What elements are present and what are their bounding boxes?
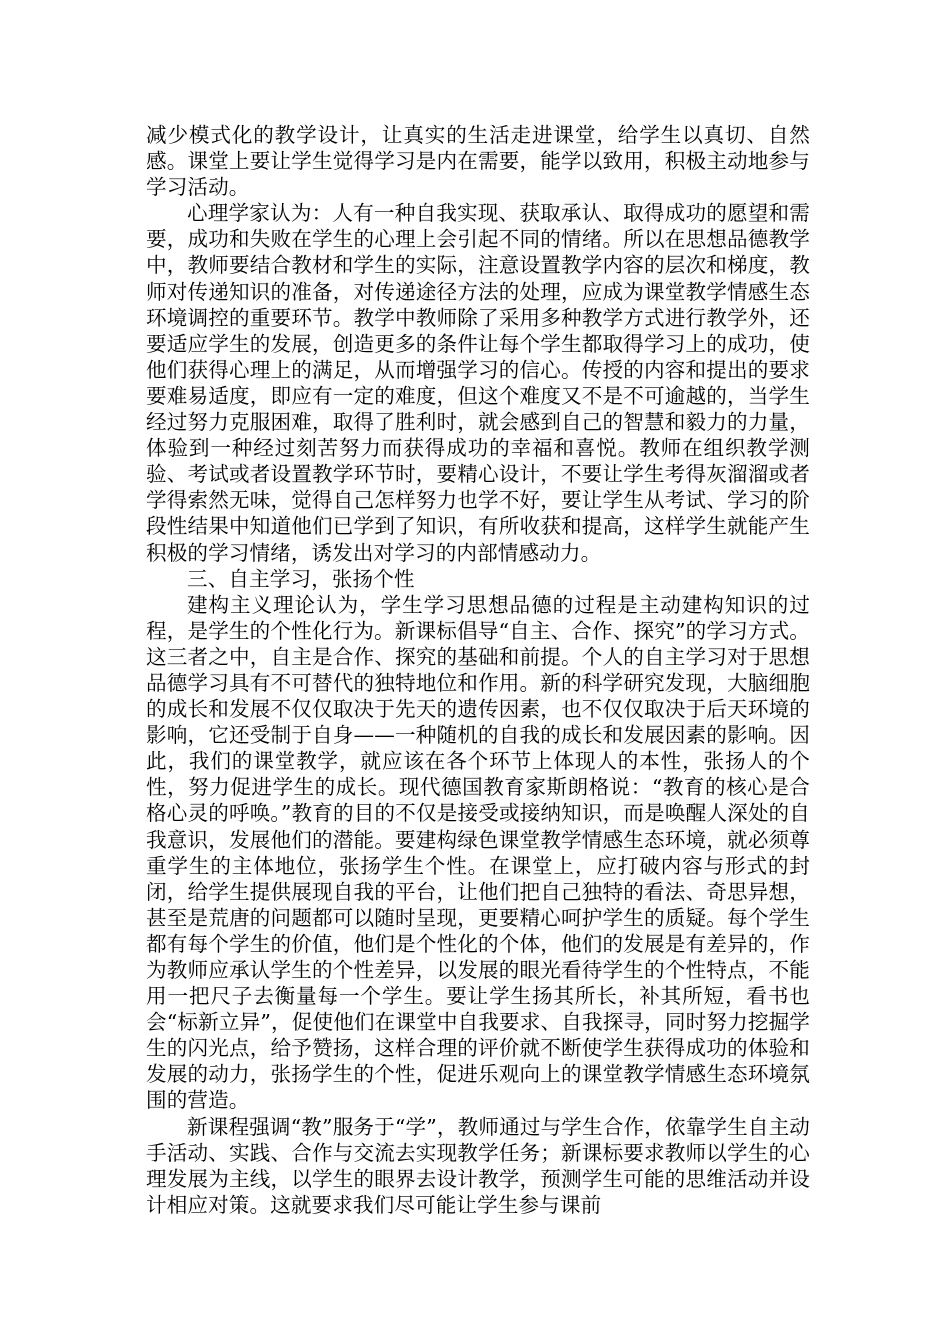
- section-heading-autonomous-learning: 三、自主学习，张扬个性: [187, 566, 415, 591]
- document-body: [146, 122, 810, 1218]
- paragraph-constructivism: 建构主义理论认为，学生学习思想品德的过程是主动建构知识的过程，是学生的个性化行为。新课标倡导“自主、合作、探究”的学习方式。这三者之中，自主是合作、探究的基础和前提。个人的自主学习对于思想品德学习具有不可替代的独特地位和作用。新的科学研究发现，大脑细胞的成长和发展不仅仅取决于先天的遗传因素，也不仅仅取决于后天环境的影响，它还受制于自身——一种随机的自我的成长和发展因素的影响。因此，我们的课堂教学，就应该在各个环节上体现人的本性，张扬人的个性，努力促进学生的成长。现代德国教育家斯朗格说：“教育的核心是合格心灵的呼唤。”教育的目的不仅是接受或接纳知识，而是唤醒人深处的自我意识，发展他们的潜能。要建构绿色课堂教学情感生态环境，就必须尊重学生的主体地位，张扬学生个性。在课堂上，应打破内容与形式的封闭，给学生提供展现自我的平台，让他们把自己独特的看法、奇思异想，甚至是荒唐的问题都可以随时呈现，更要精心呵护学生的质疑。每个学生都有每个学生的价值，他们是个性化的个体，他们的发展是有差异的，作为教师应承认学生的个性差异，以发展的眼光看待学生的个性特点，不能用一把尺子去衡量每一个学生。要让学生扬其所长，补其所短，看书也会“标新立异”，促使他们在课堂中自我要求、自我探寻，同时努力挖掘学生的闪光点，给予赞扬，这样合理的评价就不断使学生获得成功的体验和发展的动力，张扬学生的个性，促进乐观向上的课堂教学情感生态环境氛围的营造。: [146, 592, 810, 1113]
- paragraph-psychology-success: 心理学家认为：人有一种自我实现、获取承认、取得成功的愿望和需要，成功和失败在学生的心理上会引起不同的情绪。所以在思想品德教学中，教师要结合教材和学生的实际，注意设置教学内容的层次和梯度，教师对传递知识的准备，对传递途径方法的处理，应成为课堂教学情感生态环境调控的重要环节。教学中教师除了采用多种教学方式进行教学外，还要适应学生的发展，创造更多的条件让每个学生都取得学习上的成功，使他们获得心理上的满足，从而增强学习的信心。传授的内容和提出的要求要难易适度，即应有一定的难度，但这个难度又不是不可逾越的，当学生经过努力克服困难，取得了胜利时，就会感到自己的智慧和毅力的力量，体验到一种经过刻苦努力而获得成功的幸福和喜悦。教师在组织教学测验、考试或者设置教学环节时，要精心设计，不要让学生考得灰溜溜或者学得索然无味，觉得自己怎样努力也学不好，要让学生从考试、学习的阶段性结果中知道他们已学到了知识，有所收获和提高，这样学生就能产生积极的学习情绪，诱发出对学习的内部情感动力。: [146, 201, 810, 565]
- paragraph-new-curriculum: 新课程强调“教”服务于“学”，教师通过与学生合作，依靠学生自主动手活动、实践、合作与交流去实现教学任务；新课标要求教师以学生的心理发展为主线，以学生的眼界去设计教学，预测学生可能的思维活动并设计相应对策。这就要求我们尽可能让学生参与课前: [146, 1114, 810, 1217]
- paragraph-intro-continuation: 减少模式化的教学设计，让真实的生活走进课堂，给学生以真切、自然感。课堂上要让学生觉得学习是内在需要，能学以致用，积极主动地参与学习活动。: [146, 123, 810, 200]
